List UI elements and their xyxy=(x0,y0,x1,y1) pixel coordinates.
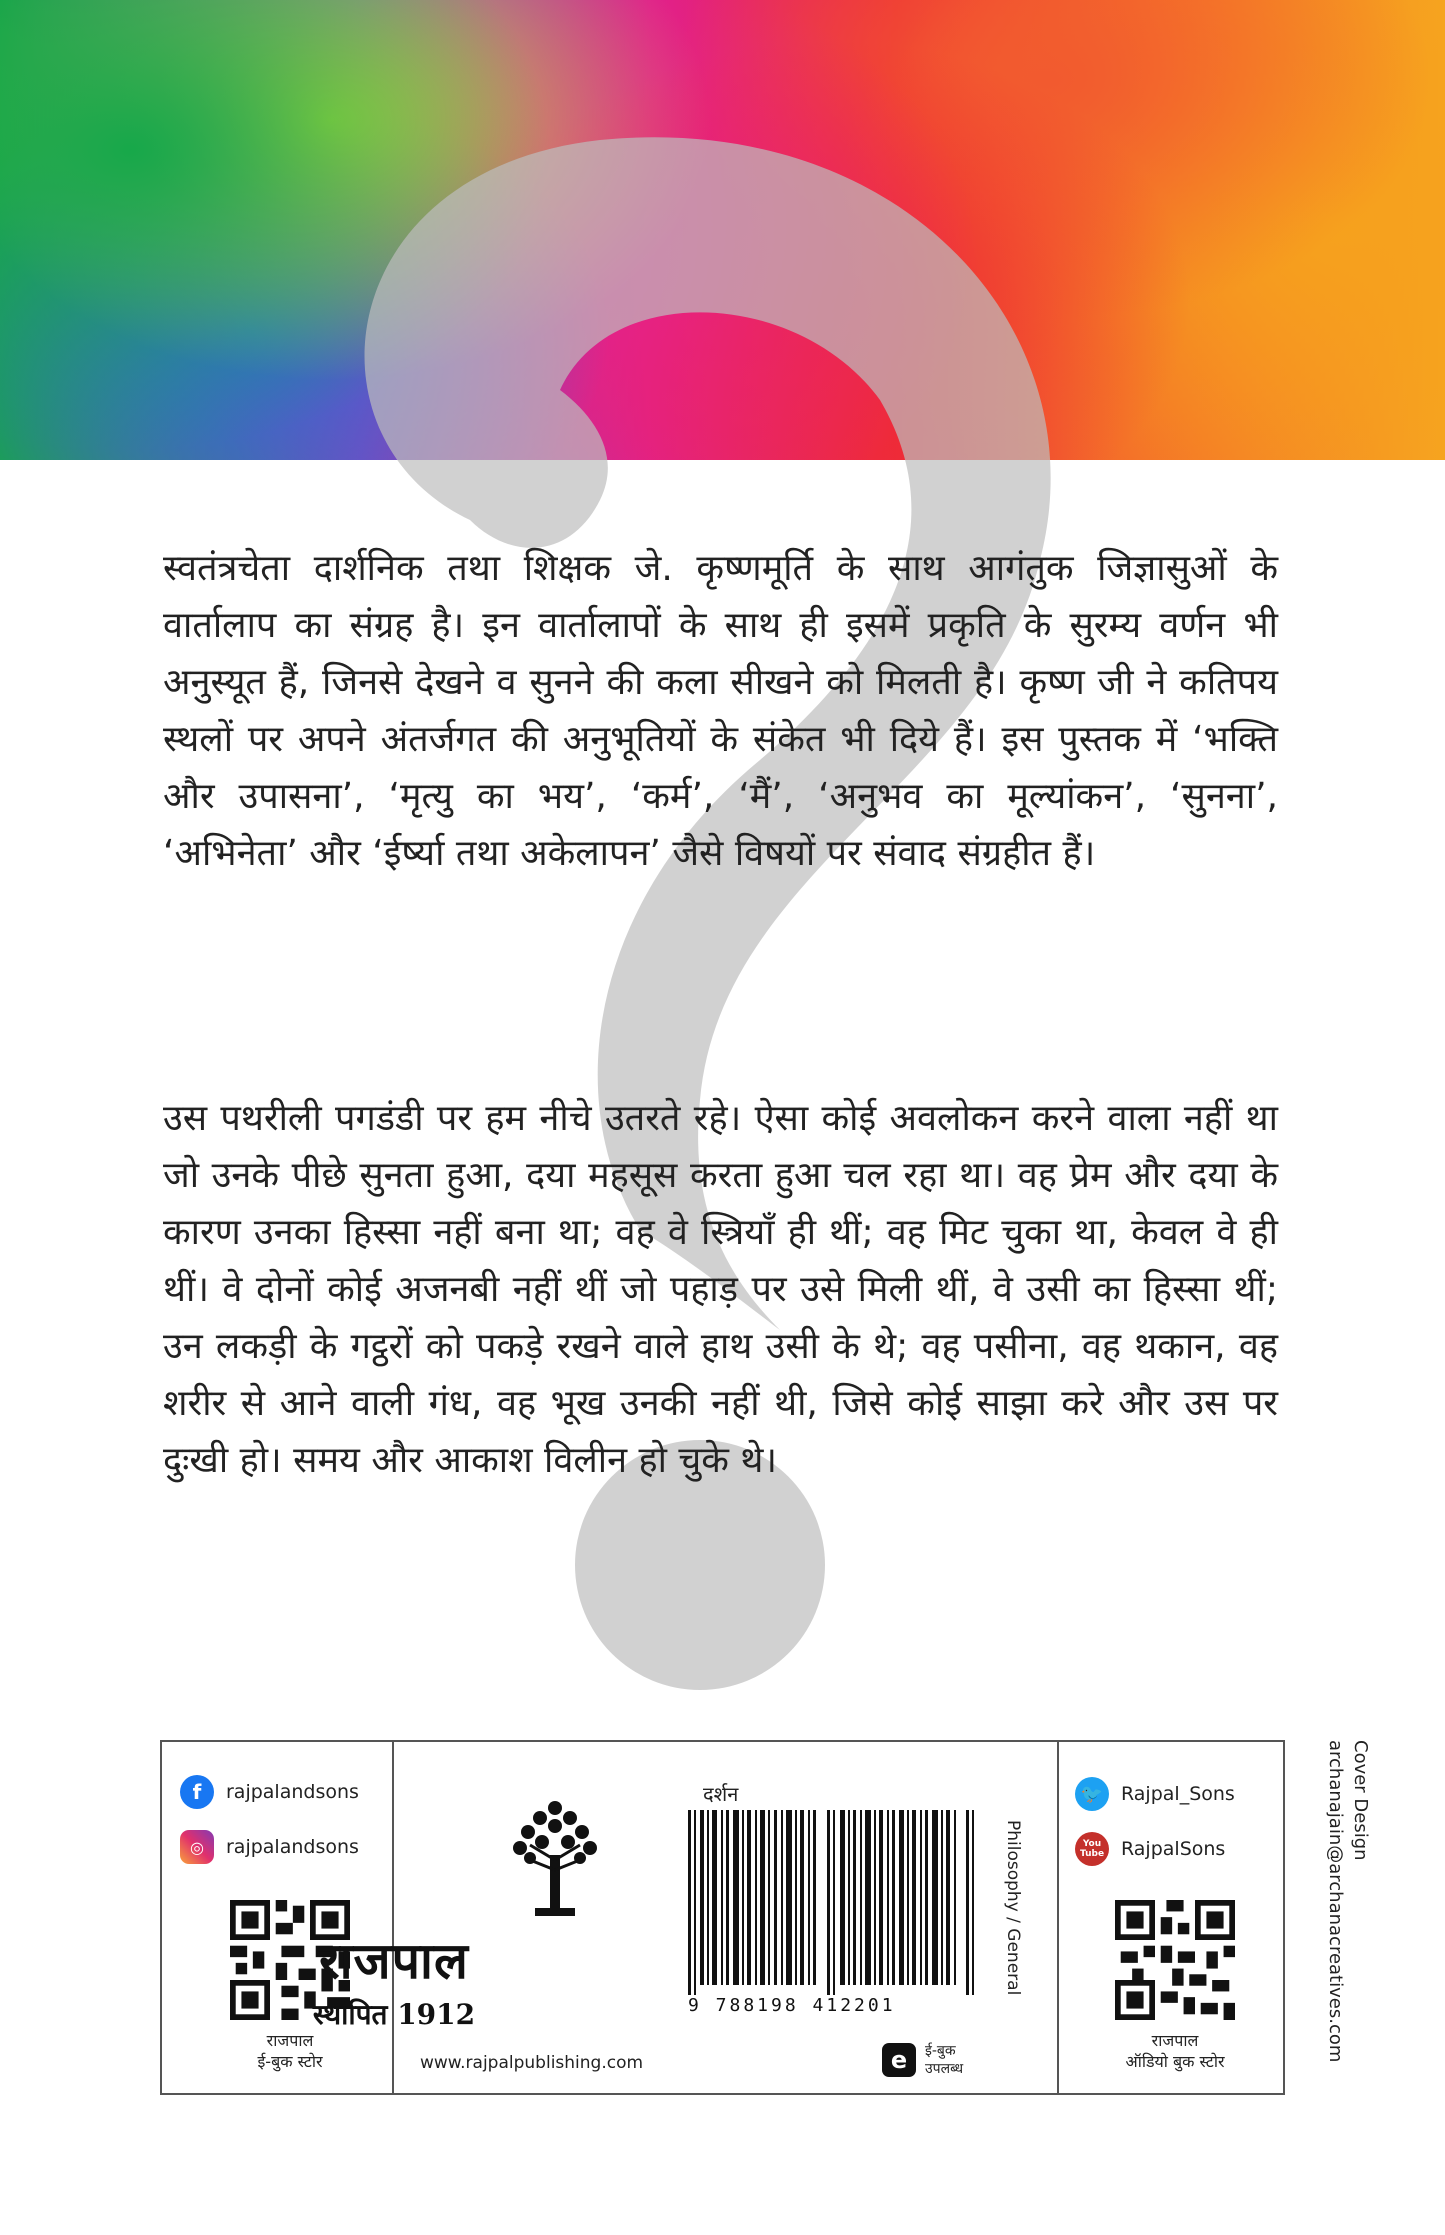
youtube-icon: You Tube xyxy=(1075,1832,1109,1866)
audiobook-store-label xyxy=(1075,2030,1275,2072)
qr-label-line-2: ऑडियो बुक स्टोर xyxy=(1125,2052,1225,2071)
qr-label-line-1: राजपाल xyxy=(1151,2031,1199,2050)
twitter-link[interactable] xyxy=(1075,1777,1235,1811)
footer-divider xyxy=(1057,1742,1059,2093)
instagram-icon: ◎ xyxy=(180,1830,214,1864)
ebook-badge-icon xyxy=(882,2043,916,2077)
youtube-link[interactable] xyxy=(1075,1832,1225,1866)
isbn-barcode xyxy=(688,1810,978,1995)
qr-label-line-2: ई-बुक स्टोर xyxy=(257,2052,323,2071)
publisher-website-link[interactable]: www.rajpalpublishing.com xyxy=(420,2053,644,2073)
youtube-handle: RajpalSons xyxy=(1121,1838,1226,1860)
instagram-link[interactable] xyxy=(180,1830,359,1864)
facebook-link[interactable] xyxy=(180,1775,359,1809)
tree-logo-icon xyxy=(510,1800,600,1920)
excerpt-paragraph: उस पथरीली पगडंडी पर हम नीचे उतरते रहे। ऐसा कोई अवलोकन करने वाला नहीं था जो उनके पीछे सुनता हुआ, दया महसूस करता हुआ चल रहा था। वह प्रेम और दया के कारण उनका हिस्सा नहीं बना था; वह वे स्त्रियाँ ही थीं; वह मिट चुका था, केवल वे ही थीं। वे दोनों कोई अजनबी नहीं थीं जो पहाड़ पर उसे मिली थीं, वे उसी का हिस्सा थीं; उन लकड़ी के गट्ठरों को पकड़े रखने वाले हाथ उसी के थे; वह पसीना, वह थकान, वह शरीर से आने वाली गंध, वह भूख उनकी नहीं थी, जिसे कोई साझा करे और उस पर दुःखी हो। समय और आकाश विलीन हो चुके थे। xyxy=(163,1098,1278,1481)
twitter-handle: Rajpal_Sons xyxy=(1121,1783,1235,1805)
ebook-store-label xyxy=(190,2030,390,2072)
ebook-label-line-1: ई-बुक xyxy=(925,2043,956,2059)
category-label: दर्शन xyxy=(703,1782,739,1806)
instagram-handle: rajpalandsons xyxy=(226,1836,359,1858)
cover-design-email: archanajain@archanacreatives.com xyxy=(1325,1740,1346,2063)
facebook-icon: f xyxy=(180,1775,214,1809)
qr-label-line-1: राजपाल xyxy=(266,2031,314,2050)
facebook-handle: rajpalandsons xyxy=(226,1781,359,1803)
intro-paragraph: स्वतंत्रचेता दार्शनिक तथा शिक्षक जे. कृष्णमूर्ति के साथ आगंतुक जिज्ञासुओं के वार्तालाप का संग्रह है। इन वार्तालापों के साथ ही इसमें प्रकृति के सुरम्य वर्णन भी अनुस्यूत हैं, जिनसे देखने व सुनने की कला सीखने को मिलती है। कृष्ण जी ने कतिपय स्थलों पर अपने अंतर्जगत की अनुभूतियों के संकेत भी दिये हैं। इस पुस्तक में ‘भक्ति और उपासना’, ‘मृत्यु का भय’, ‘कर्म’, ‘मैं’, ‘अनुभव का मूल्यांकन’, ‘सुनना’, ‘अभिनेता’ और ‘ईर्ष्या तथा अकेलापन’ जैसे विषयों पर संवाद संग्रहीत हैं। xyxy=(163,548,1278,874)
ebook-badge-letter: e xyxy=(890,2046,908,2074)
ebook-available-label xyxy=(925,2042,963,2078)
audiobook-store-qr-code[interactable] xyxy=(1115,1900,1235,2020)
publisher-established: स्थापित 1912 xyxy=(312,1998,476,2031)
publisher-name: राजपाल xyxy=(319,1932,469,1990)
genre-label: Philosophy / General xyxy=(1003,1820,1023,1996)
footer-divider xyxy=(392,1742,394,2093)
ebook-label-line-2: उपलब्ध xyxy=(925,2061,964,2077)
cover-design-label: Cover Design xyxy=(1350,1740,1371,1861)
twitter-icon: 🐦 xyxy=(1075,1777,1109,1811)
isbn-number: 9 788198 412201 xyxy=(688,1995,896,2016)
